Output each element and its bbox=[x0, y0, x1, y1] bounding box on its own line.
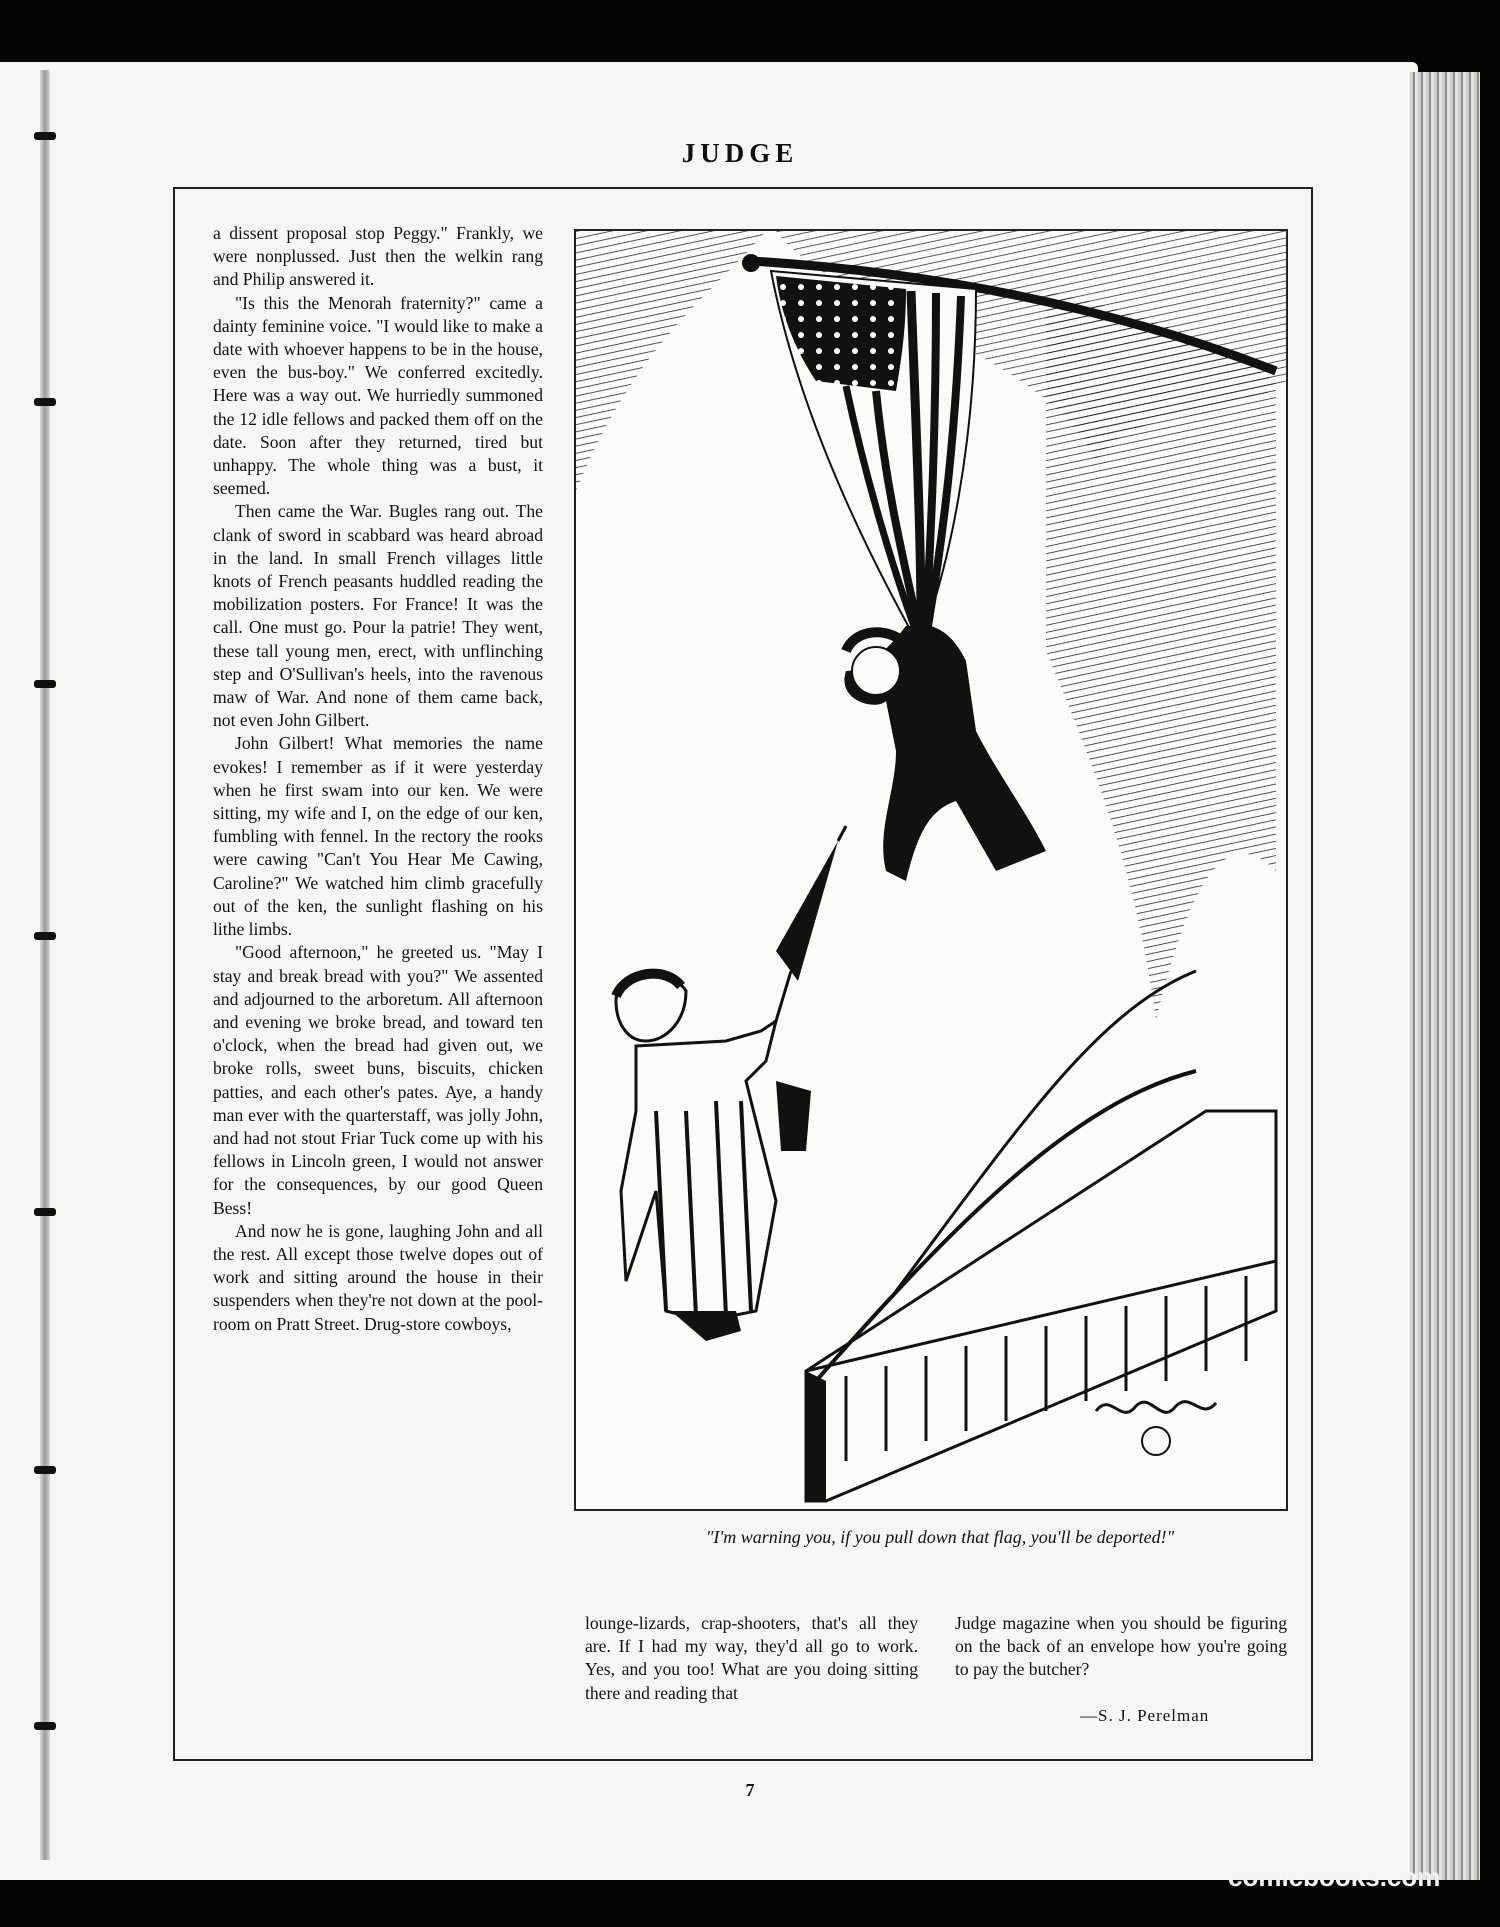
cartoon-caption: "I'm warning you, if you pull down that flag, you'll be deported!" bbox=[705, 1527, 1175, 1547]
binding-mark bbox=[34, 1722, 56, 1730]
binding-mark bbox=[34, 680, 56, 688]
author-signature: —S. J. Perelman bbox=[1080, 1706, 1210, 1725]
page-gutter bbox=[40, 70, 50, 1860]
watermark: comicbooks.com bbox=[1228, 1862, 1441, 1892]
right-text-column bbox=[955, 1612, 1287, 1682]
binding-mark bbox=[34, 1466, 56, 1474]
paragraph: Judge magazine when you should be figuring on the back of an envelope how you're going to pay the butcher? bbox=[955, 1613, 1287, 1680]
book-page-edges bbox=[1410, 72, 1480, 1880]
binding-mark bbox=[34, 398, 56, 406]
binding-mark bbox=[34, 1208, 56, 1216]
page-number: 7 bbox=[745, 1780, 755, 1800]
cartoon-illustration bbox=[574, 229, 1288, 1511]
left-text-column bbox=[213, 222, 543, 1336]
paragraph: lounge-lizards, crap-shooters, that's all they are. If I had my way, they'd all go to work. Yes, and you too! What are you doing sitting there and reading that bbox=[585, 1613, 918, 1703]
paragraph: John Gilbert! What memories the name evokes! I remember as if it were yesterday when he first swam into our ken. We were sitting, my wife and I, on the edge of our ken, fumbling with fennel. In the rectory the rooks were cawing "Can't You Hear Me Cawing, Caroline?" We watched him climb gracefully out of the ken, the sunlight flashing on his lithe limbs. bbox=[213, 733, 543, 940]
paragraph: And now he is gone, laughing John and all the rest. All except those twelve dopes out of work and sitting around the house in their suspenders when they're not down at the pool-room on Pratt Street. Drug-store cowboys, bbox=[213, 1220, 543, 1334]
middle-text-column bbox=[585, 1612, 918, 1705]
binding-mark bbox=[34, 932, 56, 940]
paragraph: Then came the War. Bugles rang out. The clank of sword in scabbard was heard abroad in the land. In small French villages little knots of French peasants huddled reading the mobilization posters. For France! It was the call. One must go. Pour la patrie! They went, these tall young men, erect, with unflinching step and O'Sullivan's heels, into the ravenous maw of War. And none of them came back, not even John Gilbert. bbox=[213, 501, 543, 731]
paragraph: "Good afternoon," he greeted us. "May I stay and break bread with you?" We assented and adjourned to the arboretum. All afternoon and evening we broke bread, and toward ten o'clock, when the bread had given out, we broke rolls, sweet buns, biscuits, chicken patties, and each other's pates. Aye, a handy man ever with the quarterstaff, was jolly John, and had not stout Friar Tuck come up with his fellows in Lincoln green, I would not answer for the consequences, by our good Queen Bess! bbox=[213, 942, 543, 1218]
cartoon-drawing bbox=[576, 231, 1286, 1509]
paragraph: "Is this the Menorah fraternity?" came a dainty feminine voice. "I would like to make a date with whoever happens to be in the house, even the bus-boy." We conferred excitedly. Here was a way out. We hurriedly summoned the 12 idle fellows and packed them off on the date. Soon after they returned, tired but unhappy. The whole thing was a bust, it seemed. bbox=[213, 292, 543, 499]
paragraph: a dissent proposal stop Peggy." Frankly, we were nonplussed. Just then the welkin rang and Philip answered it. bbox=[213, 223, 543, 290]
magazine-title: JUDGE bbox=[681, 138, 799, 168]
